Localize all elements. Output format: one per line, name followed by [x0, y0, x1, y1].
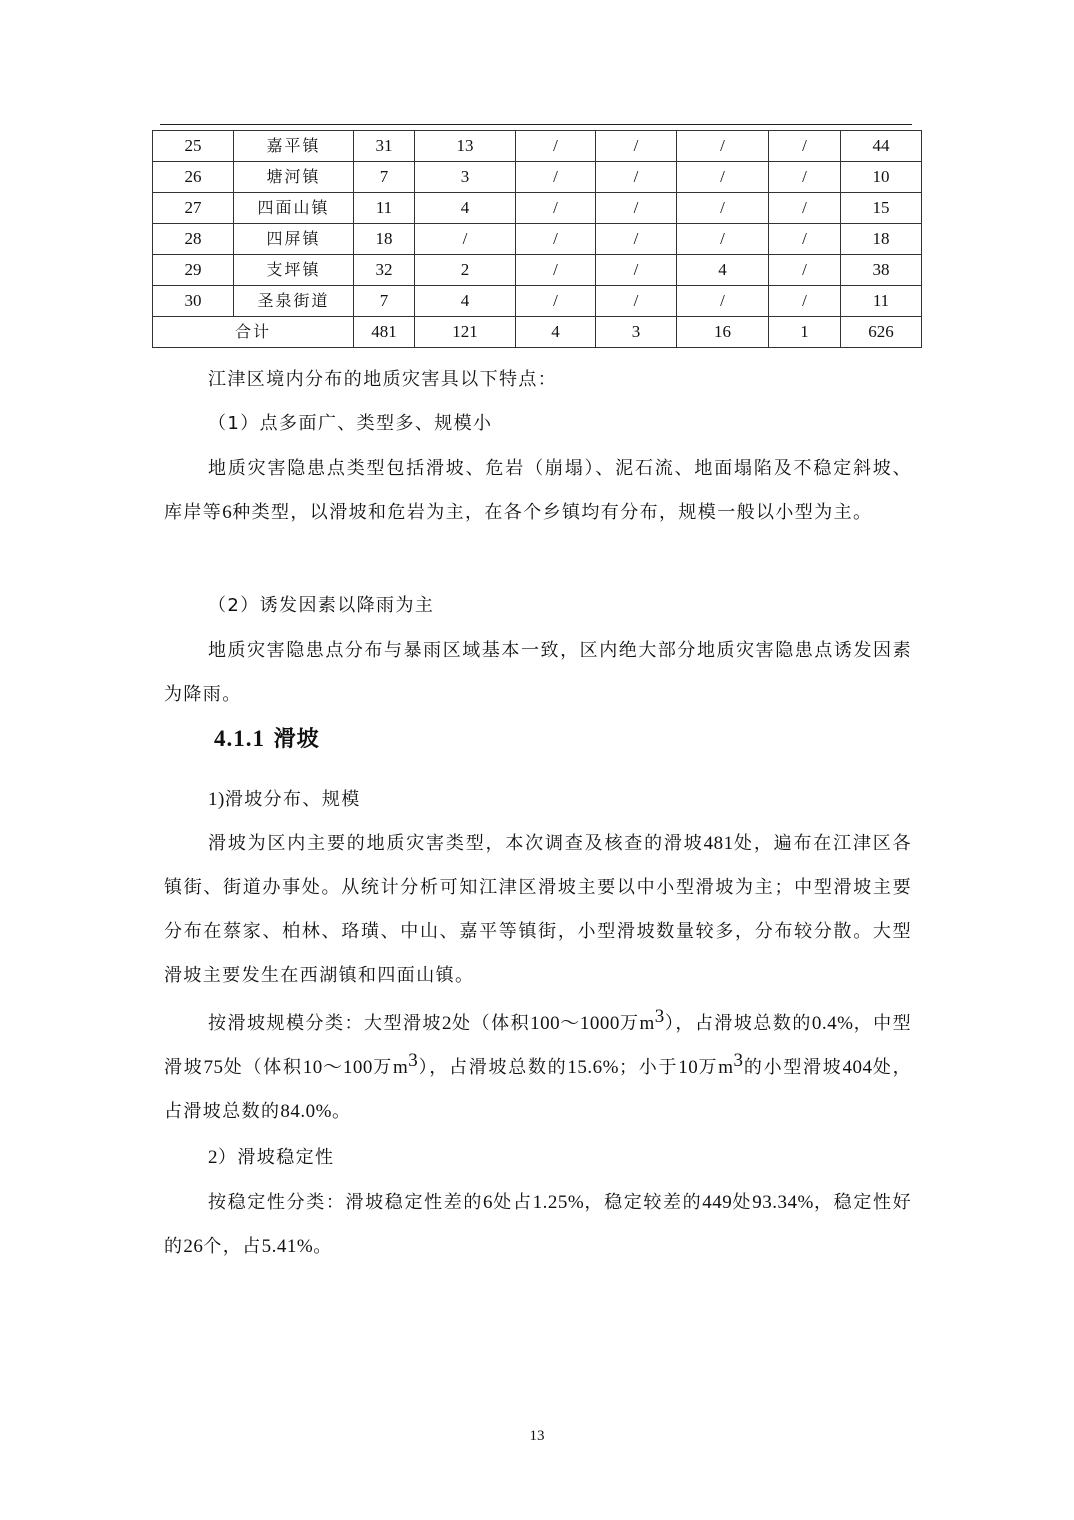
table-cell-c2: 2 [415, 255, 516, 286]
table-cell-total: 44 [841, 131, 922, 162]
table-cell-c5: 4 [677, 255, 769, 286]
table-cell-c2: 13 [415, 131, 516, 162]
table-cell-c3: / [516, 131, 596, 162]
table-cell-town: 四面山镇 [234, 193, 354, 224]
paragraph-feature-1: 地质灾害隐患点类型包括滑坡、危岩（崩塌）、泥石流、地面塌陷及不稳定斜坡、库岸等6种类型，以滑坡和危岩为主，在各个乡镇均有分布，规模一般以小型为主。 [164, 458, 912, 523]
feature-2-heading: （2）诱发因素以降雨为主 [208, 595, 435, 616]
paragraph-stability: 按稳定性分类：滑坡稳定性差的6处占1.25%，稳定较差的449处93.34%，稳定性好的26个，占5.41%。 [164, 1192, 913, 1257]
table-cell-no: 26 [153, 162, 234, 193]
table-cell-c1: 32 [354, 255, 415, 286]
table-cell-c5: / [677, 286, 769, 317]
table-cell-c4: / [596, 131, 677, 162]
table-cell-c6: / [769, 193, 841, 224]
table-cell-c6: / [769, 224, 841, 255]
subsection-1-heading: 1)滑坡分布、规模 [208, 789, 361, 810]
table-cell-town: 塘河镇 [234, 162, 354, 193]
page-number: 13 [529, 1428, 545, 1444]
table-cell-c5: / [677, 193, 769, 224]
table-cell-town: 嘉平镇 [234, 131, 354, 162]
table-cell-c2: 3 [415, 162, 516, 193]
table-cell-c2: / [415, 224, 516, 255]
table-cell-c3: / [516, 224, 596, 255]
table-row [153, 162, 922, 193]
table-cell-c4: / [596, 286, 677, 317]
paragraph-feature-2: 地质灾害隐患点分布与暴雨区域基本一致，区内绝大部分地质灾害隐患点诱发因素为降雨。 [164, 640, 912, 705]
table-cell-c5: / [677, 162, 769, 193]
table-total-c6: 1 [769, 317, 841, 348]
table-cell-no: 25 [153, 131, 234, 162]
table-cell-c5: / [677, 224, 769, 255]
table-row [153, 193, 922, 224]
table-cell-c4: / [596, 255, 677, 286]
table-total-c4: 3 [596, 317, 677, 348]
table-cell-total: 11 [841, 286, 922, 317]
table-total-c2: 121 [415, 317, 516, 348]
table-cell-c2: 4 [415, 193, 516, 224]
feature-1-heading: （1）点多面广、类型多、规模小 [208, 413, 493, 434]
header-rule [160, 124, 912, 125]
table-cell-c1: 18 [354, 224, 415, 255]
table-row [153, 224, 922, 255]
subsection-2-heading: 2）滑坡稳定性 [208, 1147, 335, 1168]
table-total-label: 合计 [153, 317, 354, 348]
table-total-c3: 4 [516, 317, 596, 348]
table-row [153, 286, 922, 317]
table-row [153, 131, 922, 162]
table-cell-c6: / [769, 286, 841, 317]
table-cell-c3: / [516, 162, 596, 193]
paragraph-intro: 江津区境内分布的地质灾害具以下特点： [208, 369, 558, 390]
table-cell-c1: 7 [354, 286, 415, 317]
table-cell-c5: / [677, 131, 769, 162]
table-cell-no: 29 [153, 255, 234, 286]
table-cell-c1: 7 [354, 162, 415, 193]
section-heading-landslide: 4.1.1 滑坡 [214, 726, 320, 752]
table-cell-c3: / [516, 286, 596, 317]
paragraph-distribution: 滑坡为区内主要的地质灾害类型，本次调查及核查的滑坡481处，遍布在江津区各镇街、街道办事处。从统计分析可知江津区滑坡主要以中小型滑坡为主；中型滑坡主要分布在蔡家、柏林、珞璜、中山、嘉平等镇街，小型滑坡数量较多，分布较分散。大型滑坡主要发生在西湖镇和四面山镇。 [164, 833, 913, 986]
table-total-row [153, 317, 922, 348]
paragraph-scale: 按滑坡规模分类：大型滑坡2处（体积100～1000万$m^3$），占滑坡总数的0.4%，中型滑坡75处（体积10～100万$m^3$），占滑坡总数的15.6%；小于10万$m^3$的小型滑坡404处，占滑坡总数的84.0%。 [164, 1006, 912, 1122]
table-cell-town: 四屏镇 [234, 224, 354, 255]
hazard-statistics-table [152, 130, 922, 348]
table-cell-total: 18 [841, 224, 922, 255]
table-cell-no: 30 [153, 286, 234, 317]
table-cell-c4: / [596, 193, 677, 224]
table-cell-no: 27 [153, 193, 234, 224]
table-cell-total: 38 [841, 255, 922, 286]
table-cell-c6: / [769, 131, 841, 162]
table-cell-c6: / [769, 255, 841, 286]
table-cell-c4: / [596, 224, 677, 255]
table-cell-c3: / [516, 255, 596, 286]
table-cell-c6: / [769, 162, 841, 193]
table-cell-c1: 31 [354, 131, 415, 162]
table-total-c1: 481 [354, 317, 415, 348]
table-cell-c1: 11 [354, 193, 415, 224]
table-total-total: 626 [841, 317, 922, 348]
table-cell-total: 15 [841, 193, 922, 224]
table-total-c5: 16 [677, 317, 769, 348]
table-cell-c2: 4 [415, 286, 516, 317]
table-cell-total: 10 [841, 162, 922, 193]
table-row [153, 255, 922, 286]
table-cell-c3: / [516, 193, 596, 224]
table-cell-town: 圣泉街道 [234, 286, 354, 317]
table-cell-no: 28 [153, 224, 234, 255]
table-cell-town: 支坪镇 [234, 255, 354, 286]
table-cell-c4: / [596, 162, 677, 193]
